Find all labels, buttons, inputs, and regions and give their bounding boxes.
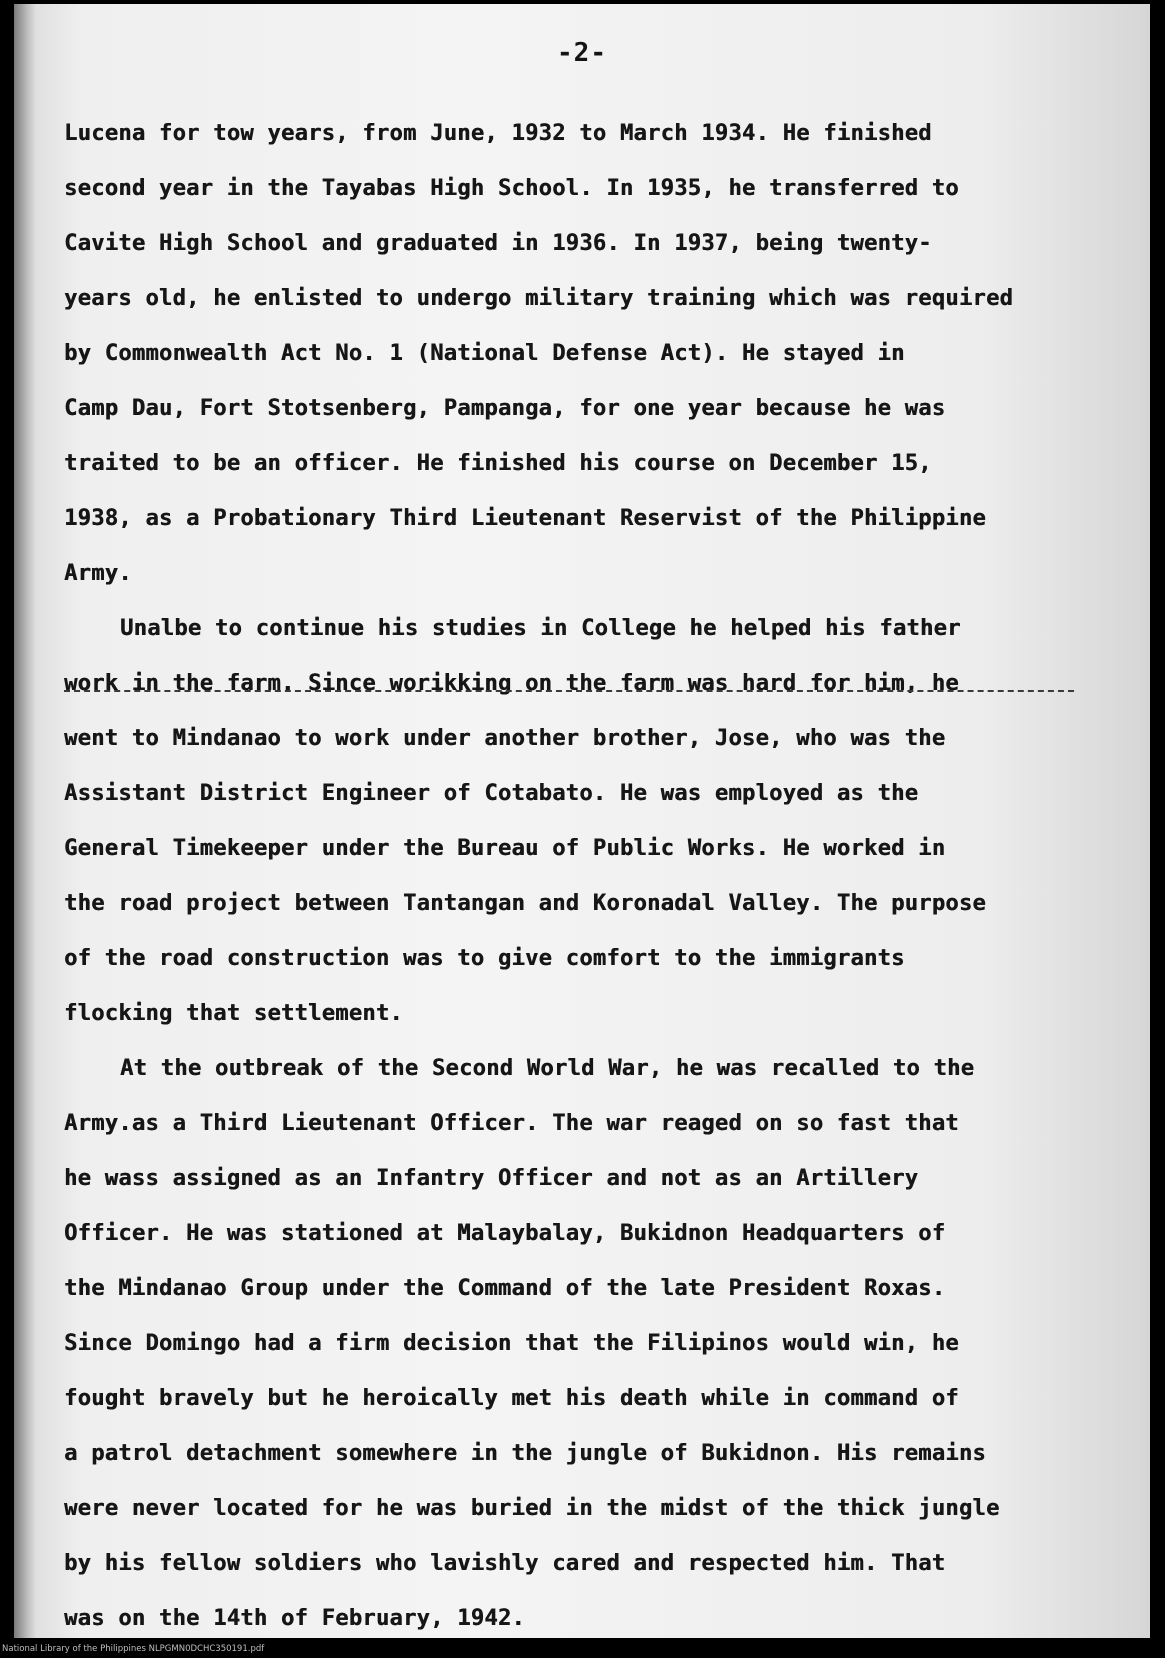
text-line-content: flocking that settlement. — [64, 1000, 403, 1026]
text-line-content: years old, he enlisted to undergo military training which was required — [64, 285, 1014, 311]
document-page — [14, 4, 1150, 1638]
text-line — [64, 546, 1136, 601]
text-line — [64, 436, 1136, 491]
text-line-content: traited to be an officer. He finished his course on December 15, — [64, 450, 932, 476]
text-line-content: Unalbe to continue his studies in College he helped his father — [120, 615, 961, 641]
text-line-content: Officer. He was stationed at Malaybalay, Bukidnon Headquarters of — [64, 1220, 946, 1246]
text-line — [64, 711, 1136, 766]
text-line-content: was on the 14th of February, 1942. — [64, 1605, 525, 1631]
text-line — [64, 1536, 1136, 1591]
text-line-content: were never located for he was buried in the midst of the thick jungle — [64, 1495, 1000, 1521]
text-line — [64, 986, 1136, 1041]
text-line-content: Army.as a Third Lieutenant Officer. The war reaged on so fast that — [64, 1110, 959, 1136]
text-line — [64, 326, 1136, 381]
text-line-content: second year in the Tayabas High School. In 1935, he transferred to — [64, 175, 959, 201]
text-line — [64, 1591, 1136, 1646]
text-line — [64, 821, 1136, 876]
text-line — [64, 931, 1136, 986]
text-line-content: the Mindanao Group under the Command of the late President Roxas. — [64, 1275, 946, 1301]
text-line — [64, 876, 1136, 931]
text-line — [64, 1426, 1136, 1481]
text-line-content: 1938, as a Probationary Third Lieutenant Reservist of the Philippine — [64, 505, 986, 531]
page-binding-shadow — [14, 4, 36, 1638]
text-line — [64, 491, 1136, 546]
text-line-content: Since Domingo had a firm decision that the Filipinos would win, he — [64, 1330, 959, 1356]
text-line-content: went to Mindanao to work under another brother, Jose, who was the — [64, 725, 946, 751]
footer-source-label: National Library of the Philippines NLPGMN0DCHC350191.pdf — [2, 1644, 265, 1654]
text-line-content: the road project between Tantangan and Koronadal Valley. The purpose — [64, 890, 986, 916]
text-line-content: by Commonwealth Act No. 1 (National Defense Act). He stayed in — [64, 340, 905, 366]
page-number: -2- — [557, 38, 607, 68]
body-text — [64, 106, 1136, 1646]
text-line-content: General Timekeeper under the Bureau of Public Works. He worked in — [64, 835, 946, 861]
text-line-content: Lucena for tow years, from June, 1932 to March 1934. He finished — [64, 120, 932, 146]
text-line-content: Assistant District Engineer of Cotabato. He was employed as the — [64, 780, 919, 806]
text-line — [64, 1206, 1136, 1261]
text-line — [64, 1096, 1136, 1151]
text-line-content: by his fellow soldiers who lavishly cared and respected him. That — [64, 1550, 946, 1576]
text-line — [64, 1316, 1136, 1371]
text-line-content: Camp Dau, Fort Stotsenberg, Pampanga, for one year because he was — [64, 395, 946, 421]
text-line-content: fought bravely but he heroically met his death while in command of — [64, 1385, 959, 1411]
text-line — [64, 381, 1136, 436]
text-line — [64, 1481, 1136, 1536]
text-line — [64, 271, 1136, 326]
text-line — [64, 766, 1136, 821]
text-line — [64, 1371, 1136, 1426]
text-line-content: of the road construction was to give comfort to the immigrants — [64, 945, 905, 971]
text-line — [64, 216, 1136, 271]
text-line — [64, 161, 1136, 216]
text-line-content: work in the farm. Since worikking on the farm was hard for him, he — [64, 670, 959, 696]
strikethrough-mark — [64, 690, 1074, 692]
text-line-content: Cavite High School and graduated in 1936. In 1937, being twenty- — [64, 230, 932, 256]
text-line-content: Army. — [64, 560, 132, 586]
text-line-content: he wass assigned as an Infantry Officer and not as an Artillery — [64, 1165, 919, 1191]
text-line — [64, 601, 1136, 656]
text-line — [64, 1261, 1136, 1316]
text-line — [64, 106, 1136, 161]
text-line — [64, 656, 1136, 711]
text-line — [64, 1151, 1136, 1206]
text-line-content: At the outbreak of the Second World War, he was recalled to the — [120, 1055, 975, 1081]
text-line — [64, 1041, 1136, 1096]
text-line-content: a patrol detachment somewhere in the jungle of Bukidnon. His remains — [64, 1440, 986, 1466]
